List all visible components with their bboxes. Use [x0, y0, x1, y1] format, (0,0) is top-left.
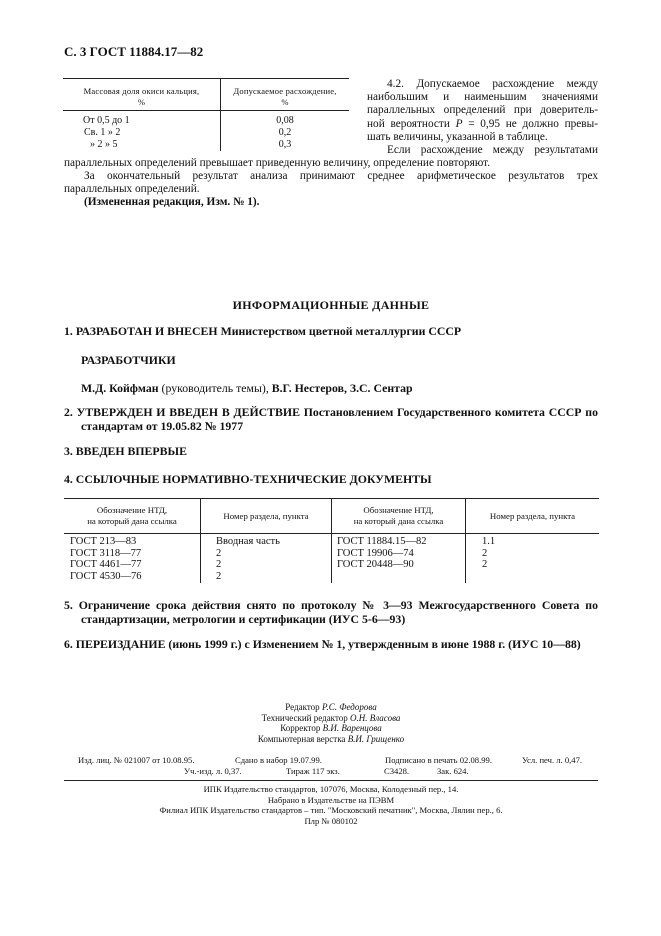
table-header-designation: Обозначение НТД, на который дана ссылка: [87, 505, 177, 526]
info-item-5: 5. Ограничение срока действия снято по протоколу № 3—93 Межгосударственного Совета по стандартизации, метрологии и сертификации (ИУС 5-6—93): [64, 598, 598, 626]
table-cell-range: Св. 1 » 2: [84, 127, 121, 138]
ref-doc: ГОСТ 19906—74: [337, 547, 414, 559]
table-header-section: Номер раздела, пункта: [489, 511, 576, 521]
table-cell-range: » 2 » 5: [90, 139, 118, 150]
developers-label: РАЗРАБОТЧИКИ: [81, 353, 176, 367]
table-divider: [200, 533, 201, 583]
imprint-print-sheets: Усл. печ. л. 0,47.: [522, 755, 583, 765]
table-header-tolerance: Допускаемое расхождение, %: [233, 86, 337, 107]
imprint-license: Изд. лиц. № 021007 от 10.08.95.: [78, 755, 195, 765]
table-cell-range: От 0,5 до 1: [83, 115, 130, 126]
table-cell-value: 0,3: [278, 139, 292, 150]
table-divider: [465, 533, 466, 583]
imprint-credits: Редактор Р.С. Федорова Технический редактор О.Н. Власова Корректор В.И. Варенцова Компьютерная верстка В.И. Грищенко: [257, 702, 405, 744]
info-item-4: 4. ССЫЛОЧНЫЕ НОРМАТИВНО-ТЕХНИЧЕСКИЕ ДОКУМЕНТЫ: [64, 472, 432, 486]
imprint-publ-sheets: Уч.-изд. л. 0,37.: [184, 766, 242, 776]
table-header-section: Номер раздела, пункта: [223, 511, 309, 521]
paragraph-final-result: За окончательный результат анализа принимают среднее арифметическое результатов трех параллельных определений. (Измененная редакция, Изм. № 1).: [64, 170, 598, 209]
imprint-order: Зак. 624.: [437, 766, 469, 776]
reference-docs-table: [64, 498, 599, 584]
paragraph-4-2: 4.2. Допускаемое расхождение между наибольшим и наименьшим значениями параллельных определений при доверитель- ной вероятности P = 0,95 не должно превы- шать величины, указанной в таблице. Если расхождение между результатами: [367, 78, 598, 157]
ref-doc: ГОСТ 4530—76: [70, 570, 142, 582]
ref-doc: ГОСТ 20448—90: [337, 559, 414, 570]
imprint-signed: Подписано в печать 02.08.99.: [385, 755, 492, 765]
imprint-publisher: ИПК Издательство стандартов, 107076, Москва, Колодезный пер., 14. Набрано в Издательстве на ПЭВМ Филиал ИПК Издательство стандартов – тип. "Московский печатник", Москва, Лялин пер., 6. Плр № 080102: [159, 784, 503, 826]
paragraph-4-2-continued: параллельных определений превышает приведенную величину, определение повторяют.: [64, 157, 491, 169]
info-item-3: 3. ВВЕДЕН ВПЕРВЫЕ: [64, 444, 187, 458]
info-item-1: 1. РАЗРАБОТАН И ВНЕСЕН Министерством цветной металлургии СССР: [64, 324, 462, 338]
ref-section: 2: [482, 559, 488, 570]
imprint-circulation: Тираж 117 экз.: [286, 766, 340, 776]
ref-section: 2: [216, 547, 222, 559]
page-header: С. 3 ГОСТ 11884.17—82: [64, 44, 204, 59]
info-title: ИНФОРМАЦИОННЫЕ ДАННЫЕ: [232, 298, 430, 312]
ref-section: 1.1: [482, 536, 496, 547]
developers-list: М.Д. Койфман (руководитель темы), В.Г. Нестеров, З.С. Сентар: [81, 381, 413, 395]
table-divider: [331, 533, 332, 583]
imprint-divider: [64, 780, 598, 781]
info-item-2: 2. УТВЕРЖДЕН И ВВЕДЕН В ДЕЙСТВИЕ Постановлением Государственного комитета СССР по стандартам от 19.05.82 № 1977: [64, 405, 598, 433]
table-header-designation: Обозначение НТД, на который дана ссылка: [353, 505, 444, 526]
table-rule: [63, 78, 349, 79]
ref-section: 2: [216, 559, 222, 570]
table-cell-value: 0,2: [278, 127, 292, 138]
ref-section: Вводная часть: [216, 536, 280, 547]
tolerance-table: [63, 78, 349, 153]
revision-note: (Измененная редакция, Изм. № 1).: [84, 196, 260, 209]
imprint-sent: Сдано в набор 19.07.99.: [235, 755, 322, 765]
ref-doc: ГОСТ 213—83: [70, 536, 137, 547]
table-cell-value: 0,08: [276, 115, 294, 126]
ref-doc: ГОСТ 3118—77: [70, 547, 142, 559]
imprint-code: С3428.: [384, 766, 410, 776]
ref-doc: ГОСТ 4461—77: [70, 559, 142, 570]
table-header-mass-fraction: Массовая доля окиси кальция, %: [83, 86, 200, 107]
info-item-6: 6. ПЕРЕИЗДАНИЕ (июнь 1999 г.) с Изменением № 1, утвержденным в июне 1988 г. (ИУС 10—88): [64, 637, 581, 651]
ref-section: 2: [482, 547, 488, 559]
table-rule: [63, 110, 349, 111]
ref-section: 2: [216, 570, 222, 582]
ref-doc: ГОСТ 11884.15—82: [337, 536, 427, 547]
